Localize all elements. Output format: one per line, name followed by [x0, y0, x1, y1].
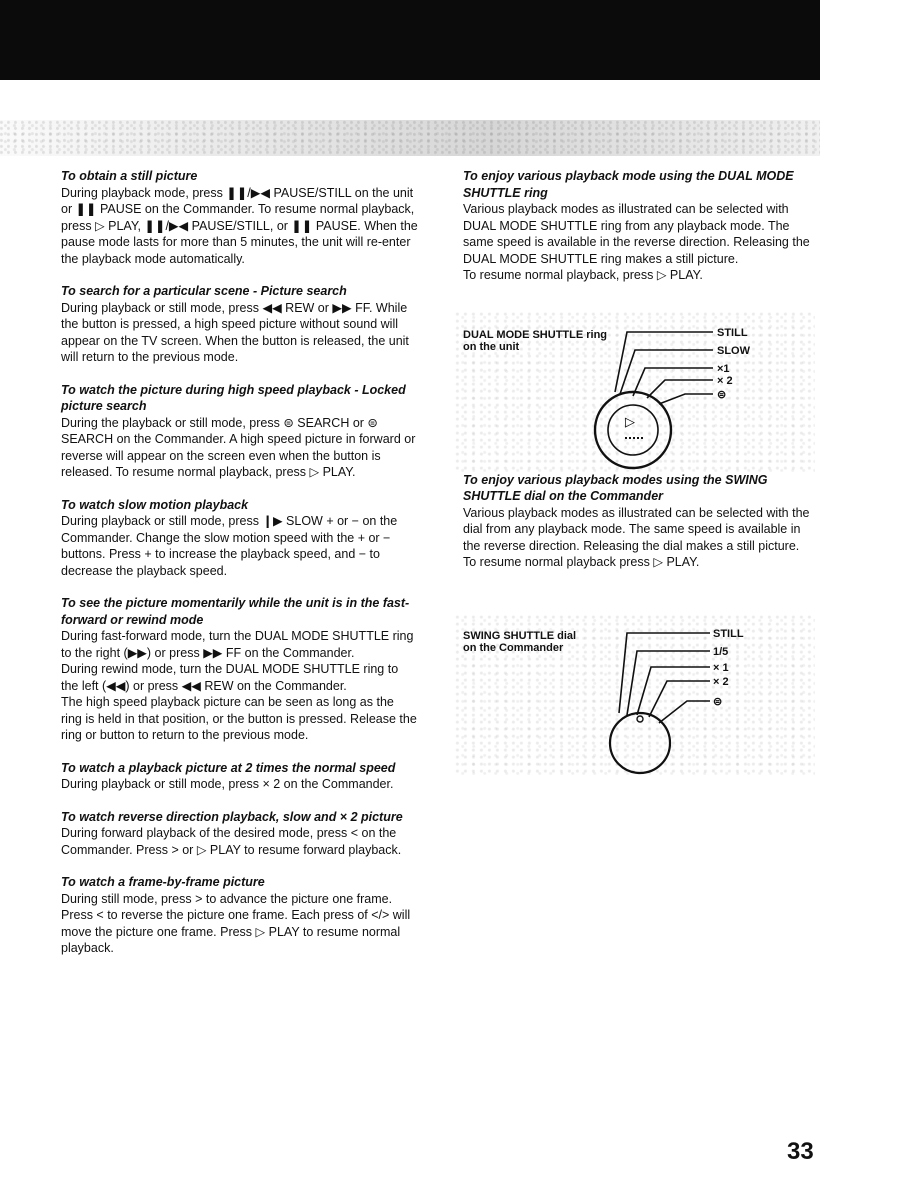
- section-heading: To watch a playback picture at 2 times the normal speed: [61, 760, 396, 775]
- leader-line: [615, 332, 713, 392]
- diagram-label: × 1: [713, 662, 729, 674]
- section-paragraph: During playback or still mode, press ❙▶ SLOW + or − on the Commander. Change the slow motion speed with the + or − buttons. Press + to increase the playback speed, and − to decrease the playback speed.: [61, 514, 398, 578]
- diagram-label: ×1: [717, 363, 730, 375]
- section-heading: To search for a particular scene - Picture search: [61, 284, 347, 298]
- section-heading: To enjoy various playback modes using the SWING SHUTTLE dial on the Commander: [463, 472, 768, 503]
- top-black-band: [0, 0, 820, 80]
- diagram-label: on the unit: [463, 341, 520, 353]
- section-dual-mode-shuttle: [463, 168, 811, 284]
- section-paragraph: During playback or still mode, press ◀◀ REW or ▶▶ FF. While the button is pressed, a high speed picture without sound will appear on the TV screen. When the button is released, the unit will return to the previous mode.: [61, 300, 409, 364]
- dual-mode-shuttle-diagram: [455, 312, 815, 472]
- section-ff-rew-picture: [61, 595, 418, 744]
- page-number: 33: [787, 1138, 814, 1165]
- diagram-label: DUAL MODE SHUTTLE ring: [463, 329, 608, 341]
- diagram-label: SLOW: [717, 345, 750, 357]
- leader-line: [659, 394, 713, 404]
- search-icon: ⊜: [713, 696, 723, 708]
- section-paragraph: Various playback modes as illustrated can be selected with the dial from any playback mode. The same speed is available in the reverse direction. Releasing the dial makes a still picture. To resume normal playback press ▷ PLAY.: [463, 505, 810, 569]
- leader-line: [620, 350, 713, 394]
- section-paragraph: During playback mode, press ❚❚/▶◀ PAUSE/STILL on the unit or ❚❚ PAUSE on the Commander. To resume normal playback, press ▷ PLAY, ❚❚/▶◀ PAUSE/STILL, or ❚❚ PAUSE. When the pause mode lasts for more than 5 minutes, the unit will re-enter the playback mode automatically.: [61, 185, 418, 266]
- section-paragraph: Various playback modes as illustrated can be selected with DUAL MODE SHUTTLE ring from any playback mode. The same speed is available in the reverse direction. Releasing the DUAL MODE SHUTTLE ring makes a still picture.: [463, 202, 810, 266]
- section-paragraph: During playback or still mode, press × 2 on the Commander.: [61, 777, 394, 791]
- section-x2-speed: [61, 760, 418, 793]
- shuttle-ring-inner: [608, 405, 658, 455]
- section-paragraph: During rewind mode, turn the DUAL MODE SHUTTLE ring to the left (◀◀) or press ◀◀ REW on the Commander.: [61, 662, 399, 693]
- section-heading: To watch reverse direction playback, slow and × 2 picture: [61, 809, 403, 824]
- diagram-label: × 2: [717, 375, 733, 387]
- section-heading: To watch the picture during high speed playback - Locked picture search: [61, 382, 406, 413]
- scan-texture-band: [0, 120, 820, 156]
- diagram-label: × 2: [713, 676, 729, 688]
- leader-line: [649, 681, 710, 717]
- play-icon: ▷: [625, 415, 635, 430]
- shuttle-ring-illustration: [455, 312, 815, 472]
- section-heading: To watch slow motion playback: [61, 497, 249, 512]
- diagram-label: 1/5: [713, 646, 729, 658]
- section-heading: To see the picture momentarily while the unit is in the fast-forward or rewind mode: [61, 596, 410, 627]
- section-paragraph: To resume normal playback, press ▷ PLAY.: [463, 268, 703, 282]
- section-heading: To enjoy various playback mode using the DUAL MODE SHUTTLE ring: [463, 169, 794, 200]
- section-locked-search: [61, 382, 418, 481]
- leader-line: [633, 368, 713, 396]
- leader-line: [659, 701, 710, 723]
- section-paragraph: The high speed playback picture can be seen as long as the ring is held in that position, or the button is pressed. Release the ring or button to return to the previous mode.: [61, 695, 417, 742]
- section-paragraph: During forward playback of the desired mode, press < on the Commander. Press > or ▷ PLAY to resume forward playback.: [61, 826, 402, 857]
- swing-shuttle-diagram: [455, 615, 815, 775]
- section-paragraph: During the playback or still mode, press ⊜ SEARCH or ⊜ SEARCH on the Commander. A high speed picture in forward or reverse will appear on the screen even when the button is released. To resume normal playback, press ▷ PLAY.: [61, 415, 416, 479]
- left-column: [61, 168, 418, 973]
- diagram-label: on the Commander: [463, 642, 564, 654]
- section-slow-motion: [61, 497, 418, 580]
- section-heading: To obtain a still picture: [61, 169, 198, 183]
- leader-line: [637, 667, 710, 715]
- diagram-label: SWING SHUTTLE dial: [463, 630, 577, 642]
- section-paragraph: During fast-forward mode, turn the DUAL MODE SHUTTLE ring to the right (▶▶) or press ▶▶ FF on the Commander.: [61, 629, 414, 660]
- diagram-label: STILL: [713, 628, 744, 640]
- shuttle-dial-illustration: [455, 615, 815, 775]
- section-swing-shuttle: [463, 472, 811, 571]
- search-icon: ⊜: [717, 389, 727, 401]
- section-heading: To watch a frame-by-frame picture: [61, 875, 265, 889]
- section-frame-by-frame: [61, 874, 418, 957]
- dial-marker: [637, 716, 643, 722]
- section-picture-search: [61, 283, 418, 366]
- section-paragraph: During still mode, press > to advance the picture one frame. Press < to reverse the picture one frame. Each press of </> will move the picture one frame. Press ▷ PLAY to resume normal playback.: [61, 891, 411, 955]
- diagram-label: STILL: [717, 327, 748, 339]
- section-still-picture: [61, 168, 418, 267]
- section-reverse-playback: [61, 809, 418, 859]
